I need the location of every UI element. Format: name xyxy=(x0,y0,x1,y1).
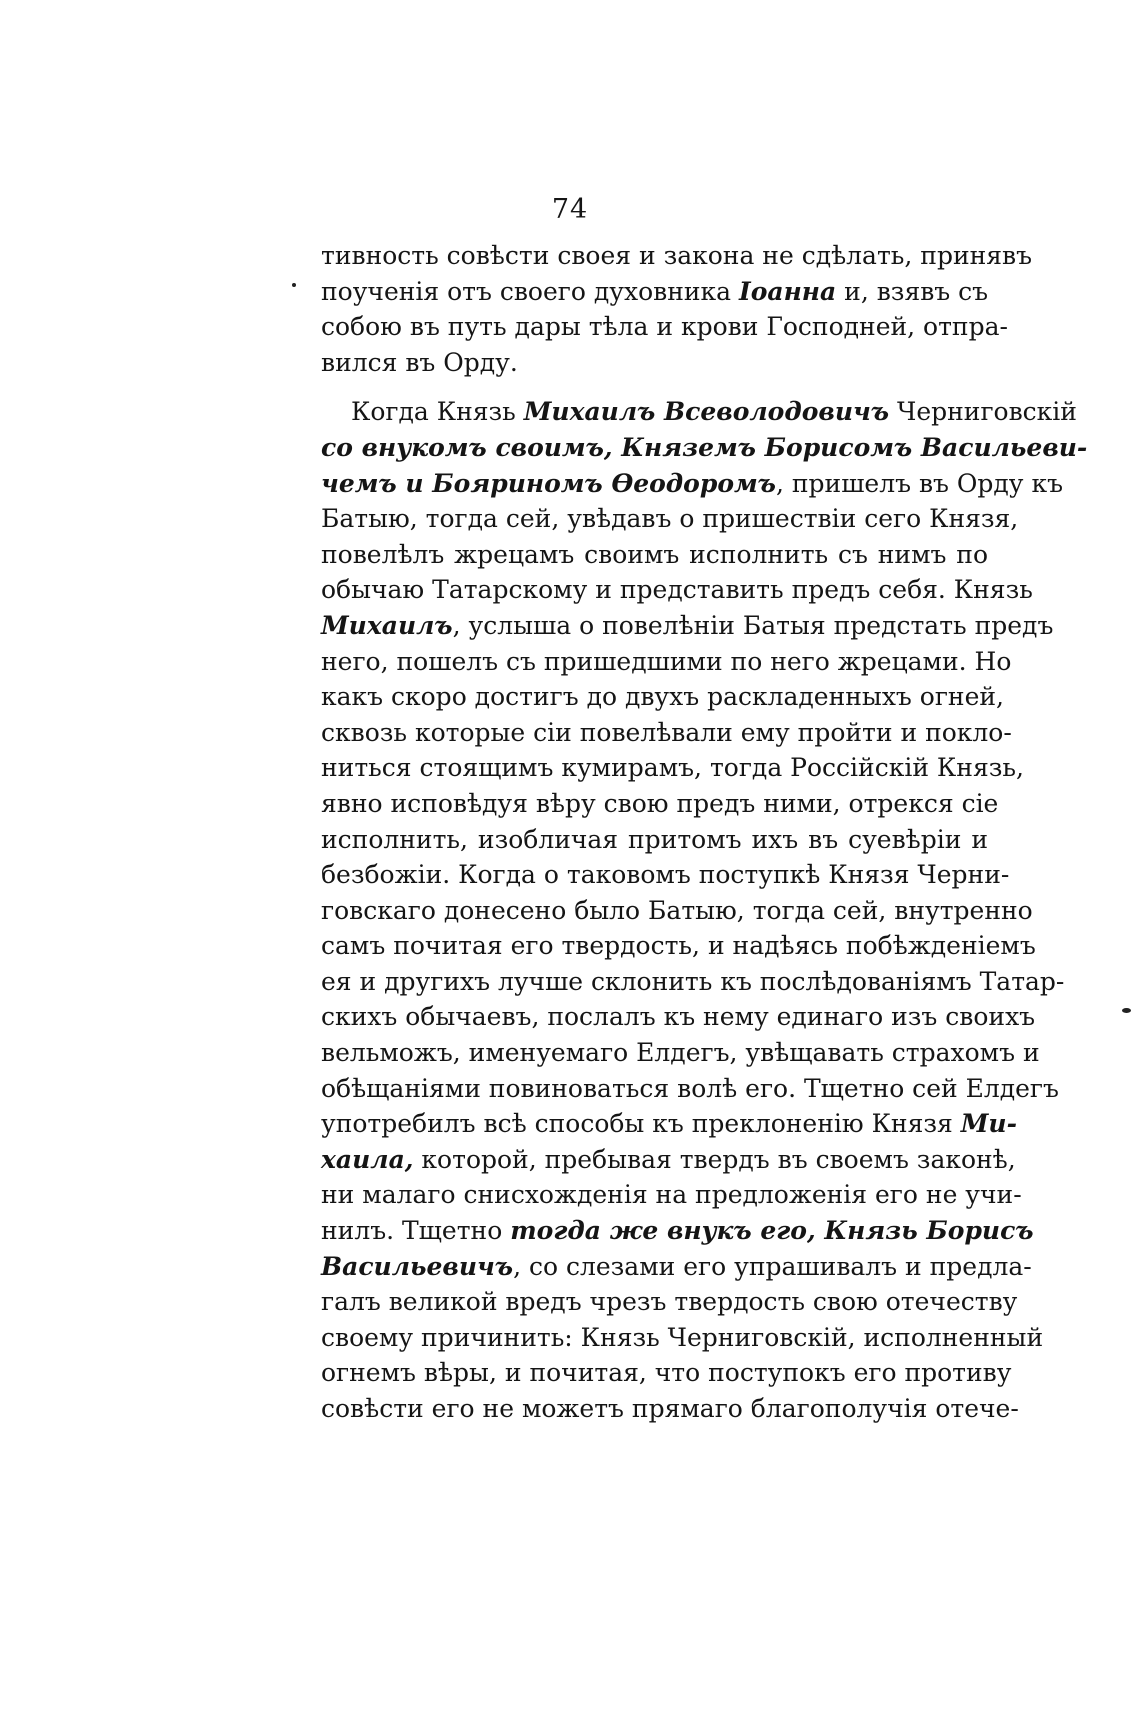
text-line xyxy=(321,1177,1022,1213)
text-line xyxy=(321,999,1036,1035)
text-run: и, взявъ съ xyxy=(836,276,989,306)
text-line xyxy=(321,274,988,310)
text-run: нилъ. Тщетно xyxy=(321,1216,511,1246)
text-line xyxy=(321,1284,1018,1320)
text-run: употребилъ всѣ способы къ преклоненію Князя xyxy=(321,1109,961,1139)
text-run: огнемъ вѣры, и почитая, что поступокъ его противу xyxy=(321,1358,1012,1388)
text-line xyxy=(321,394,1077,430)
text-line xyxy=(321,1391,1019,1427)
text-line xyxy=(321,1320,1044,1356)
text-line xyxy=(321,857,1010,893)
text-run: сквозь которые сіи повелѣвали ему пройти и покло- xyxy=(321,717,1012,747)
text-line xyxy=(321,501,1019,537)
text-line xyxy=(321,345,988,381)
text-run: Батыю, тогда сей, увѣдавъ о пришествіи сего Князя, xyxy=(321,504,1019,534)
text-run: Черниговскій xyxy=(889,397,1077,427)
text-line xyxy=(321,822,988,858)
text-run: вельможъ, именуемаго Елдегъ, увѣщавать страхомъ и xyxy=(321,1038,1040,1068)
text-line xyxy=(321,679,1004,715)
text-line xyxy=(321,238,1033,274)
text-run: скихъ обычаевъ, послалъ къ нему единаго изъ своихъ xyxy=(321,1002,1036,1032)
text-run: тивность совѣсти своея и закона не сдѣлать, принявъ xyxy=(321,241,1033,270)
italic-run: Михаилъ xyxy=(321,610,453,640)
text-line xyxy=(321,1106,1017,1142)
margin-speck-left xyxy=(292,283,296,287)
text-run: Когда Князь xyxy=(351,397,524,427)
text-line xyxy=(321,786,999,822)
text-line xyxy=(321,430,1088,466)
text-run: вился въ Орду. xyxy=(321,347,518,377)
text-line xyxy=(321,608,1054,644)
text-line xyxy=(321,644,1012,680)
text-line xyxy=(321,466,1063,502)
italic-run: Васильевичъ xyxy=(321,1251,514,1281)
text-line xyxy=(321,309,1008,345)
italic-run: хаила, xyxy=(321,1144,414,1174)
paragraph-1 xyxy=(321,238,1033,380)
text-run: ниться стоящимъ кумирамъ, тогда Россійскій Князь, xyxy=(321,753,1024,783)
text-line xyxy=(321,572,1033,608)
text-line xyxy=(321,928,1036,964)
paragraph-2 xyxy=(321,394,1088,1426)
text-run: явно исповѣдуя вѣру свою предъ ними, отрекся сіе xyxy=(321,788,999,818)
margin-speck-right xyxy=(1122,1008,1131,1013)
text-line xyxy=(321,1355,1012,1391)
text-line xyxy=(321,715,1012,751)
paragraph-gap xyxy=(321,380,988,394)
text-run: ея и другихъ лучше склонить къ послѣдованіямъ Татар- xyxy=(321,966,1065,996)
text-run: собою въ путь дары тѣла и крови Господней, отпра- xyxy=(321,312,1008,342)
italic-run: Ми- xyxy=(960,1109,1017,1139)
text-line xyxy=(321,893,1033,929)
italic-run: тогда же внукъ его, Князь Борисъ xyxy=(510,1216,1034,1246)
text-run: повелѣлъ жрецамъ своимъ исполнить съ нимъ по xyxy=(321,539,988,569)
text-run: своему причинить: Князь Черниговскій, исполненный xyxy=(321,1322,1044,1352)
text-run: которой, пребывая твердъ въ своемъ законѣ, xyxy=(413,1144,1016,1174)
text-run: ни малаго снисхожденія на предложенія его не учи- xyxy=(321,1180,1022,1210)
text-block xyxy=(321,238,1088,1427)
text-run: исполнить, изобличая притомъ ихъ въ суевѣріи и xyxy=(321,824,988,854)
italic-run: Іоанна xyxy=(739,276,837,306)
text-line xyxy=(321,537,988,573)
text-line xyxy=(321,1213,1034,1249)
page-number: 74 xyxy=(551,194,589,225)
text-line xyxy=(321,1071,1059,1107)
text-run: обѣщаніями повиноваться волѣ его. Тщетно сей Елдегъ xyxy=(321,1073,1059,1103)
italic-run: со внукомъ своимъ, Княземъ Борисомъ Васильеви- xyxy=(321,432,1088,462)
text-line xyxy=(321,1142,1016,1178)
italic-run: Михаилъ Всеволодовичъ xyxy=(523,397,890,427)
text-run: самъ почитая его твердость, и надѣясь побѣжденіемъ xyxy=(321,931,1036,961)
text-run: поученія отъ своего духовника xyxy=(321,276,740,306)
text-run: совѣсти его не можетъ прямаго благополучія отече- xyxy=(321,1394,1019,1423)
text-run: галъ великой вредъ чрезъ твердость свою отечеству xyxy=(321,1287,1018,1317)
italic-run: чемъ и Бояриномъ Ѳеодоромъ xyxy=(321,468,776,498)
text-run: , услыша о повелѣніи Батыя предстать предъ xyxy=(452,610,1054,640)
text-run: него, пошелъ съ пришедшими по него жрецами. Но xyxy=(321,646,1012,676)
text-run: какъ скоро достигъ до двухъ раскладенныхъ огней, xyxy=(321,682,1004,712)
text-run: безбожіи. Когда о таковомъ поступкѣ Князя Черни- xyxy=(321,860,1010,890)
text-run: обычаю Татарскому и представить предъ себя. Князь xyxy=(321,575,1033,605)
text-line xyxy=(321,964,1065,1000)
text-run: говскаго донесено было Батыю, тогда сей, внутренно xyxy=(321,895,1033,925)
text-run: , со слезами его упрашивалъ и предла- xyxy=(513,1251,1032,1281)
text-run: , пришелъ въ Орду къ xyxy=(775,468,1063,498)
text-line xyxy=(321,1249,1032,1285)
text-line xyxy=(321,750,1024,786)
text-line xyxy=(321,1035,1040,1071)
